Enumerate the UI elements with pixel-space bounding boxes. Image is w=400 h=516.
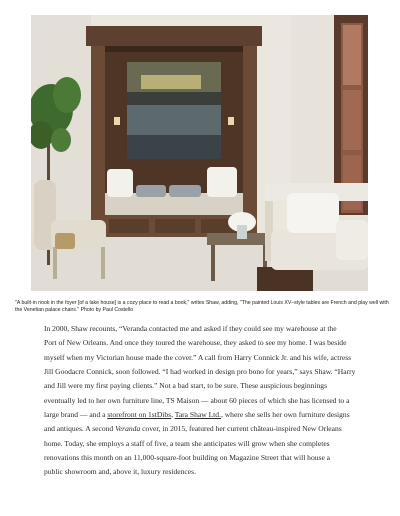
article-line <box>44 422 374 436</box>
article-line: renovations this month on an 11,000-square-foot building on Magazine Street that will house a <box>44 453 331 463</box>
article-line: eventually led to her own furniture line, TS Maison — about 60 pieces of which she has licensed to a <box>44 395 350 405</box>
article-text: , where she sells her own furniture designs <box>220 410 350 420</box>
storefront-link[interactable]: storefront on 1stDibs <box>107 410 172 420</box>
article-text: large brand — and a <box>44 410 108 420</box>
article-text: cover, in 2015, featured her current château-inspired New Orleans <box>140 424 342 434</box>
photo-caption: "A built-in nook in the foyer [of a lake house] is a cozy place to read a book," writes Shaw, adding, "The painted Louis XV–style tables are French and play well with the Venetian palace chairs." Photo by Paul Costello <box>15 300 389 314</box>
article-line: Port of New Orleans. And once they toured the warehouse, they asked to see my home. I was beside <box>44 338 347 348</box>
article-line <box>44 408 374 422</box>
foyer-nook-photo <box>31 15 368 291</box>
article-line: In 2000, Shaw recounts, “Veranda contacted me and asked if they could see my warehouse at the <box>44 324 337 333</box>
article-line: public showroom and, above it, luxury residences. <box>44 467 196 477</box>
article-line: home. Today, she employs a staff of five, a team she anticipates will grow when she completes <box>44 438 330 448</box>
article-text: , <box>171 410 175 420</box>
article-line: myself when my Victorian house made the cover.” A call from Harry Connick Jr. and his wife, actress <box>44 352 352 362</box>
veranda-title: Veranda <box>115 424 141 434</box>
article-line: Jill Goodacre Connick, soon followed. “I had worked in design pro bono for years,” says Shaw. “Harry <box>44 367 356 377</box>
article-body <box>44 322 374 480</box>
tara-shaw-ltd-link[interactable]: Tara Shaw Ltd. <box>174 410 221 420</box>
article-text: and antiques. A second <box>44 424 116 434</box>
article-line: and Jill were my first paying clients.” Not a bad start, to be sure. These auspicious beginnings <box>44 381 328 391</box>
